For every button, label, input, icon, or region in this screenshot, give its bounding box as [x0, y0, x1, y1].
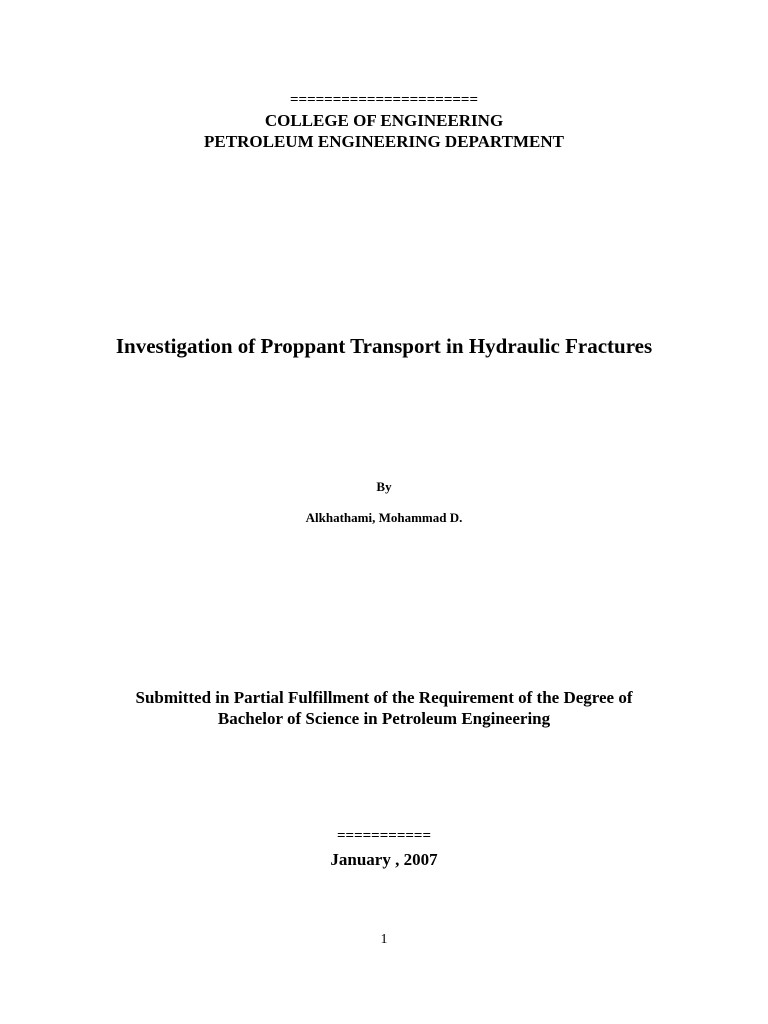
page-number: 1	[380, 932, 388, 947]
submission-statement-line-1: Submitted in Partial Fulfillment of the Requirement of the Degree of	[135, 688, 633, 707]
department-name: PETROLEUM ENGINEERING DEPARTMENT	[204, 132, 564, 151]
submission-statement-line-2: Bachelor of Science in Petroleum Engineering	[217, 709, 551, 728]
top-divider: ======================	[289, 92, 479, 108]
submission-date: January , 2007	[330, 850, 438, 869]
document-title: Investigation of Proppant Transport in Hydraulic Fractures	[115, 334, 653, 358]
bottom-divider: ===========	[336, 828, 432, 844]
institution-name: COLLEGE OF ENGINEERING	[264, 111, 504, 130]
author-name: Alkhathami, Mohammad D.	[305, 510, 463, 525]
by-label: By	[376, 479, 392, 494]
